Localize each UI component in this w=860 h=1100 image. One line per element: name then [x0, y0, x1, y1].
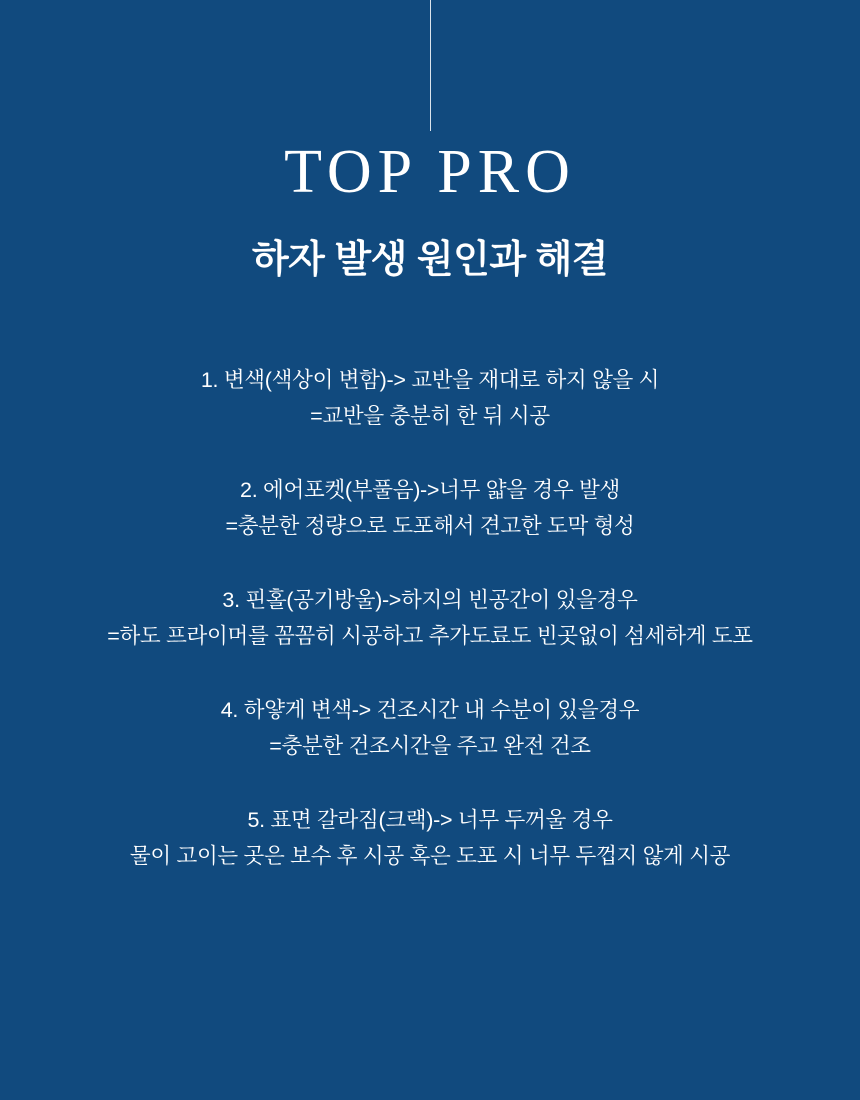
defect-solution: =하도 프라이머를 꼼꼼히 시공하고 추가도료도 빈곳없이 섬세하게 도포	[107, 624, 753, 648]
defect-solution: =교반을 충분히 한 뒤 시공	[310, 404, 550, 428]
defect-solution: 물이 고이는 곳은 보수 후 시공 혹은 도포 시 너무 두껍지 않게 시공	[129, 844, 731, 868]
page-subtitle: 하자 발생 원인과 해결	[251, 239, 609, 281]
defect-cause: 4. 하얗게 변색-> 건조시간 내 수분이 있을경우	[220, 698, 640, 722]
defect-block	[0, 802, 860, 874]
defect-block	[0, 582, 860, 654]
defect-cause: 3. 핀홀(공기방울)->하지의 빈공간이 있을경우	[222, 588, 638, 612]
content-list	[0, 362, 860, 874]
defect-cause: 2. 에어포켓(부풀음)->너무 얇을 경우 발생	[240, 478, 620, 502]
vertical-divider	[430, 0, 431, 131]
defect-block	[0, 472, 860, 544]
defect-block	[0, 362, 860, 434]
defect-solution: =충분한 건조시간을 주고 완전 건조	[269, 734, 591, 758]
defect-solution: =충분한 정량으로 도포해서 견고한 도막 형성	[225, 514, 635, 538]
defect-block	[0, 692, 860, 764]
brand-title: TOP PRO	[284, 138, 576, 206]
defect-cause: 1. 변색(색상이 변함)-> 교반을 재대로 하지 않을 시	[200, 368, 660, 392]
defect-cause: 5. 표면 갈라짐(크랙)-> 너무 두꺼울 경우	[247, 808, 613, 832]
